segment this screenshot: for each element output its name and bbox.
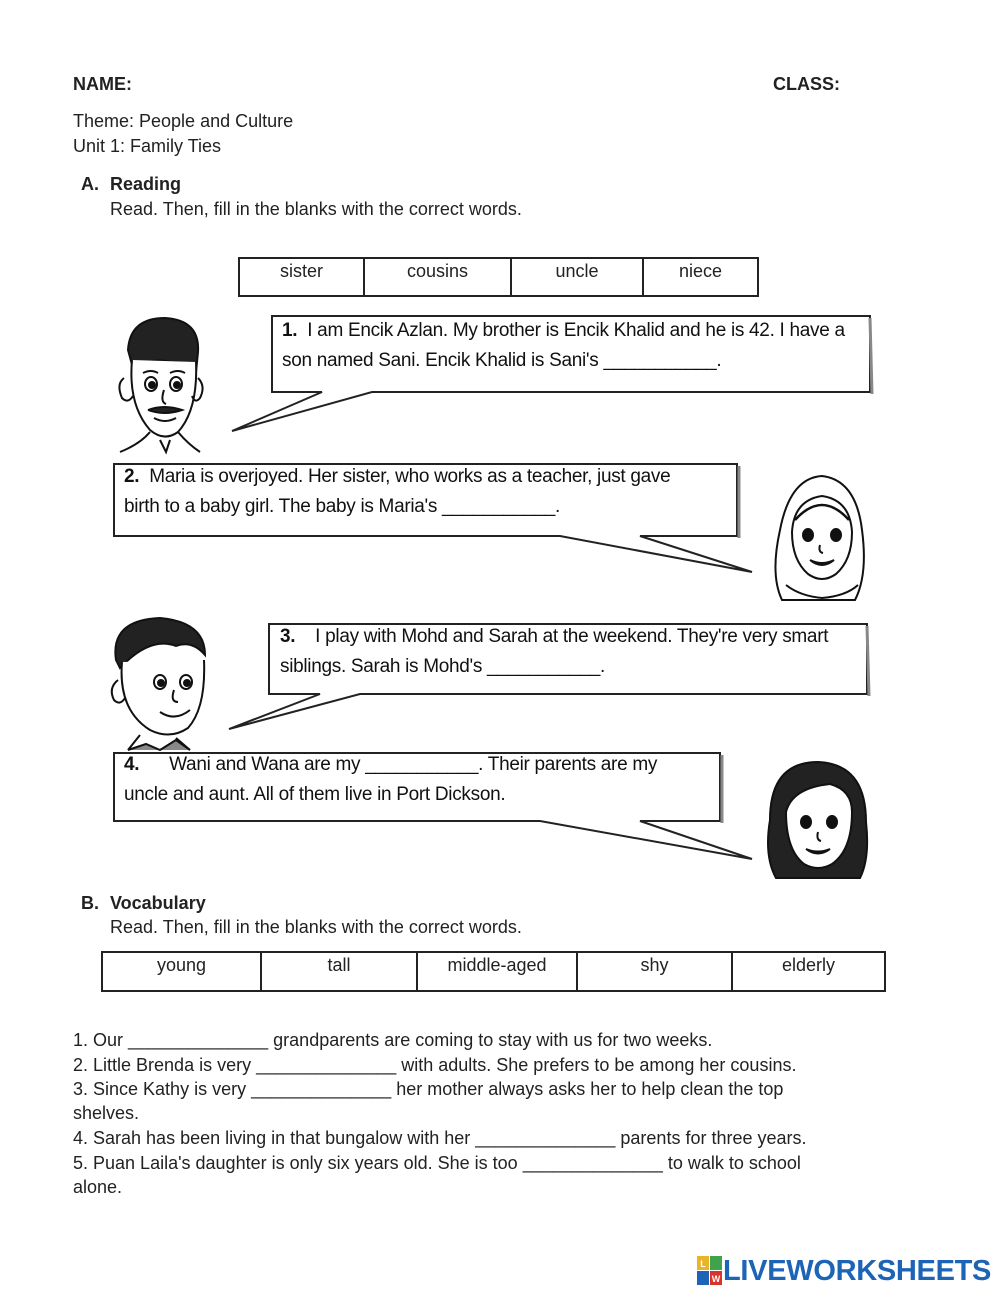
- bubble-3-text: [280, 622, 828, 682]
- word-bank-cell: middle-aged: [417, 952, 577, 991]
- question-2: 2. Little Brenda is very ______________ with adults. She prefers to be among her cousins.: [73, 1055, 797, 1075]
- word-bank-cell: uncle: [511, 258, 643, 296]
- question-3-continued: shelves.: [73, 1103, 140, 1123]
- liveworksheets-logo-text: LIVEWORKSHEETS: [723, 1254, 992, 1287]
- bubble-3-line-1: I play with Mohd and Sarah at the weekend. They're very smart: [315, 626, 829, 647]
- logo-icon-letter: W: [711, 1274, 721, 1284]
- class-label: CLASS:: [773, 74, 840, 94]
- bubble-1-number: 1.: [282, 320, 298, 341]
- logo-icon-letter: L: [700, 1259, 706, 1269]
- bubble-1-line-2: son named Sani. Encik Khalid is Sani's ___________.: [282, 350, 722, 371]
- bubble-3-number: 3.: [280, 626, 296, 647]
- section-a-instruction: Read. Then, fill in the blanks with the correct words.: [110, 199, 522, 219]
- boy-illustration: [112, 618, 205, 750]
- word-bank-cell: tall: [261, 952, 417, 991]
- word-bank-cell: sister: [239, 258, 364, 296]
- word-bank-cell: elderly: [732, 952, 885, 991]
- section-a-letter: A.: [81, 174, 99, 194]
- bubble-2-line-1: Maria is overjoyed. Her sister, who works as a teacher, just gave: [149, 466, 671, 487]
- section-b-title: Vocabulary: [110, 893, 206, 913]
- theme-line: Theme: People and Culture: [73, 111, 294, 131]
- section-b-instruction: Read. Then, fill in the blanks with the correct words.: [110, 917, 522, 937]
- girl-hijab-illustration: [775, 476, 863, 600]
- name-label: NAME:: [73, 74, 132, 94]
- section-a-title: Reading: [110, 174, 182, 194]
- section-b-word-bank: [101, 951, 886, 992]
- bubble-2-text: [124, 462, 670, 522]
- word-bank-cell: young: [102, 952, 261, 991]
- question-5-continued: alone.: [73, 1177, 123, 1197]
- unit-line: Unit 1: Family Ties: [73, 136, 222, 156]
- word-bank-cell: niece: [643, 258, 758, 296]
- word-bank-cell: shy: [577, 952, 732, 991]
- question-1: 1. Our ______________ grandparents are coming to stay with us for two weeks.: [73, 1030, 713, 1050]
- bubble-2-number: 2.: [124, 466, 140, 487]
- bubble-4-number: 4.: [124, 754, 140, 775]
- bubble-1-text: [282, 316, 845, 376]
- bubble-4-text: [124, 750, 657, 810]
- liveworksheets-logo-icon: [697, 1256, 723, 1286]
- question-5: 5. Puan Laila's daughter is only six years old. She is too ______________ to walk to school: [73, 1153, 801, 1173]
- section-b-letter: B.: [81, 893, 99, 913]
- bubble-3-line-2: siblings. Sarah is Mohd's ___________.: [280, 656, 605, 677]
- question-4: 4. Sarah has been living in that bungalow with her ______________ parents for three years.: [73, 1128, 807, 1148]
- bubble-4-line-2: uncle and aunt. All of them live in Port Dickson.: [124, 784, 506, 805]
- bubble-1-line-1: I am Encik Azlan. My brother is Encik Khalid and he is 42. I have a: [307, 320, 845, 341]
- question-3: 3. Since Kathy is very ______________ her mother always asks her to help clean the top: [73, 1079, 784, 1099]
- word-bank-cell: cousins: [364, 258, 511, 296]
- man-moustache-illustration: [119, 318, 202, 452]
- bubble-4-line-1: Wani and Wana are my ___________. Their parents are my: [169, 754, 658, 775]
- liveworksheets-logo: [697, 1254, 991, 1288]
- bubble-2-line-2: birth to a baby girl. The baby is Maria's ___________.: [124, 496, 560, 517]
- girl-dark-hair-illustration: [768, 762, 867, 878]
